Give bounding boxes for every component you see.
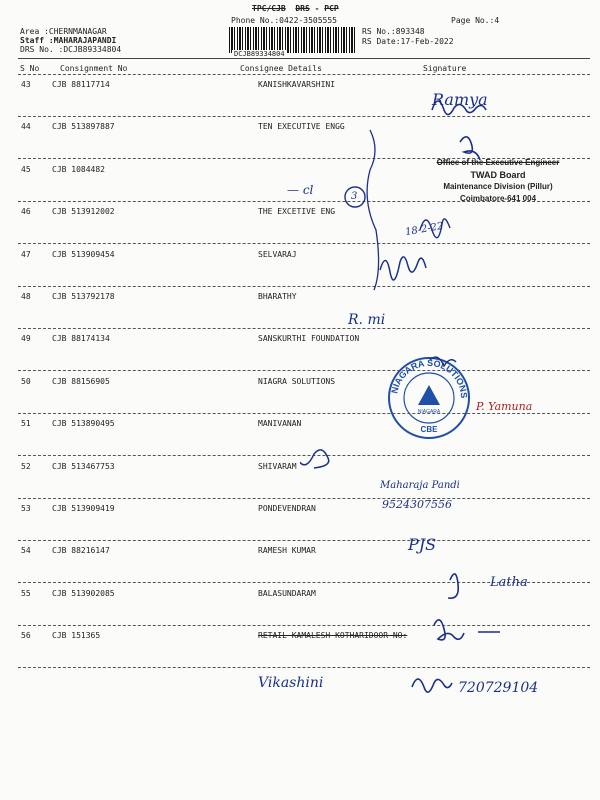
row-consignment-no: CJB 513897887 [52, 122, 115, 132]
row-sno: 51 [21, 419, 31, 429]
svg-text:NIAGARA: NIAGARA [417, 409, 441, 415]
row-consignee: NIAGRA SOLUTIONS [258, 376, 336, 386]
row-sno: 47 [21, 249, 31, 259]
handwriting-layer [300, 80, 600, 800]
header-rule [18, 58, 590, 59]
row-sno: 53 [21, 504, 31, 513]
row-consignment-no: CJB 88117714 [52, 80, 110, 89]
row-consignee: RETAIL KAMALESH KOTHARIDOOR NO: [258, 631, 408, 641]
niagara-ring-text: NIAGARA SOLUTIONS [389, 357, 470, 399]
signature-47 [380, 257, 426, 280]
row-sno: 55 [21, 588, 31, 598]
row-consignee: RAMESH KUMAR [258, 546, 316, 556]
handwriting-54: Latha [490, 575, 528, 590]
row-sno: 44 [21, 122, 31, 132]
row-consignment-no: CJB 513792178 [52, 292, 115, 301]
row-sno: 49 [21, 334, 31, 344]
col-consignment: Consignment No [60, 64, 128, 73]
row-consignment-no: CJB 513912002 [52, 207, 115, 217]
row-consignee: MANIVANAN [258, 419, 302, 429]
row-consignment-no: CJB 513909454 [52, 249, 115, 259]
row-consignee: BHARATHY [258, 292, 297, 301]
office-stamp-line1: Office of the Executive Engineer [436, 158, 560, 167]
signature-49 [430, 357, 456, 366]
row-consignee: PONDEVENDRAN [258, 504, 316, 513]
col-sno: S No [20, 64, 40, 73]
row-consignment-no: CJB 88156905 [52, 376, 110, 386]
handwriting-56-phone: 720729104 [458, 680, 539, 696]
row-consignee: KANISHKAVARSHINI [258, 80, 336, 89]
row-consignment-no: CJB 513902085 [52, 588, 115, 598]
row-sno: 45 [21, 164, 31, 174]
area-label: Area :CHERNMANAGAR [20, 27, 107, 36]
signature-56 [412, 679, 452, 692]
scribble-54 [448, 574, 458, 598]
row-sno: 43 [21, 80, 31, 89]
signature-44 [460, 137, 480, 160]
row-consignee: SANSKURTHI FOUNDATION [258, 334, 360, 344]
row-sno: 50 [21, 376, 31, 386]
row-consignee: BALASUNDARAM [258, 588, 316, 598]
barcode-label: DCJB89334804 [234, 50, 285, 58]
col-consignee: Consignee Details [240, 64, 322, 73]
handwriting-48: R. mi [348, 312, 386, 328]
column-rule [18, 74, 590, 75]
row-sno: 48 [21, 292, 31, 301]
row-consignment-no: CJB 513909419 [52, 504, 115, 513]
bracket-line [367, 130, 378, 290]
row-consignee: TEN EXECUTIVE ENGG [258, 122, 345, 132]
office-stamp-line2: TWAD Board [470, 170, 526, 180]
office-stamp-line4: Coimbatore-641 004 [459, 194, 537, 203]
handwriting-53: PJS [408, 535, 437, 554]
rs-date: RS Date:17-Feb-2022 [362, 37, 454, 46]
document-title: TPC/CJB DRS - PCP [252, 4, 339, 13]
drs-number: DRS No. :DCJB89334804 [20, 45, 122, 54]
signature-51 [300, 450, 329, 468]
row-sno: 54 [21, 546, 31, 556]
row-sno: 46 [21, 207, 31, 217]
row-consignee: SHIVARAM [258, 461, 297, 471]
row-consignment-no: CJB 151365 [52, 631, 101, 641]
handwriting-50: P. Yamuna [476, 400, 533, 413]
row-consignment-no: CJB 88216147 [52, 546, 110, 556]
handwriting-45-mark: — cl [287, 183, 314, 197]
row-consignment-no: CJB 88174134 [52, 334, 110, 344]
handwriting-43: Ramya [432, 90, 488, 109]
page-number: Page No.:4 [451, 16, 500, 25]
row-sno: 56 [21, 631, 31, 641]
row-consignee: SELVARAJ [258, 249, 297, 259]
signature-55 [434, 620, 500, 640]
office-stamp-line3: Maintenance Division (Pillur) [443, 182, 553, 191]
handwriting-52-name: Maharaja Pandi [380, 480, 460, 491]
row-consignment-no: CJB 513890495 [52, 419, 115, 429]
phone-number: Phone No.:0422-3505555 [231, 16, 337, 25]
row-sno: 52 [21, 461, 31, 471]
row-consignment-no: CJB 1084482 [52, 164, 105, 174]
col-signature: Signature [423, 64, 467, 73]
handwriting-52-phone: 9524307556 [382, 498, 452, 511]
rs-number: RS No.:893348 [362, 27, 425, 36]
handwriting-56-name: Vikashini [258, 675, 324, 691]
handwriting-45-circled: 3 [351, 191, 358, 202]
handwriting-46-date: 18-2-22 [404, 220, 445, 239]
row-consignee: THE EXCETIVE ENG [258, 207, 336, 217]
staff-label: Staff :MAHARAJAPANDI [20, 36, 117, 45]
svg-text:CBE: CBE [420, 425, 438, 434]
row-consignment-no: CJB 513467753 [52, 461, 115, 471]
